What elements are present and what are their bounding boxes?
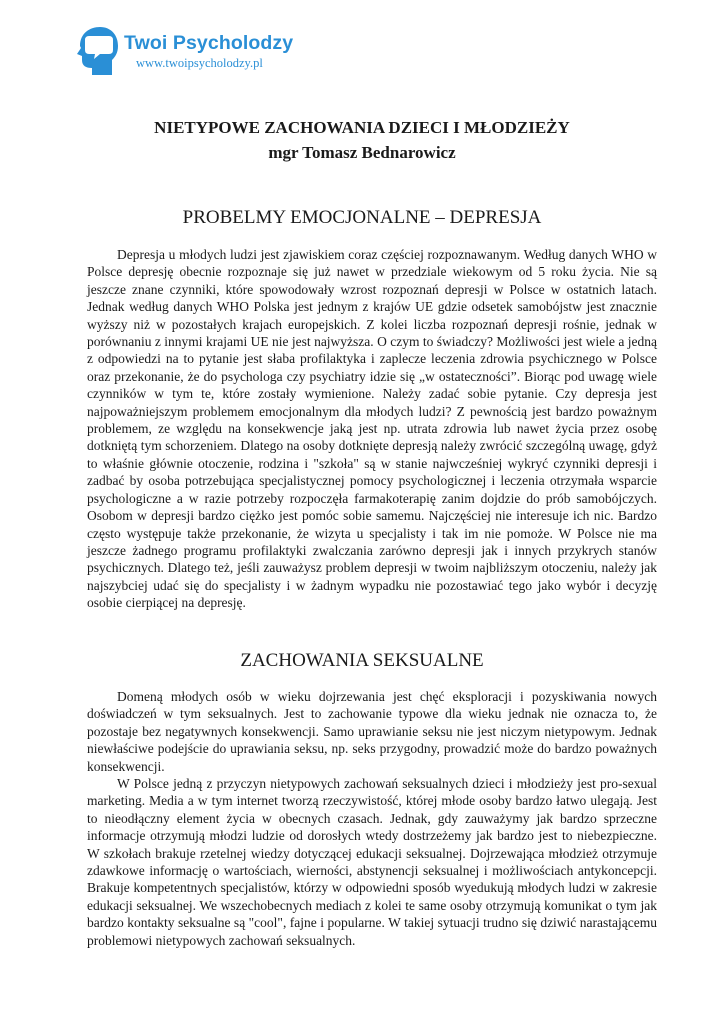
brand-name: Twoi Psycholodzy xyxy=(124,32,294,54)
section-heading-depression: PROBELMY EMOCJONALNE – DEPRESJA xyxy=(182,207,542,228)
brand-url-link[interactable]: www.twoipsycholodzy.pl xyxy=(136,56,263,70)
paragraph: W Polsce jedną z przyczyn nietypowych zachowań seksualnych dzieci i młodzieży jest pro-sexual marketing. Media a w tym internet tworzą rzeczywistość, której młode osoby bardzo łatwo ulegają. Jest to nieodłączny element życia w obecnych czasach. Jednak, gdy zauważymy jak bardzo sprzeczne informacje otrzymują młodzi ludzie od dorosłych wtedy dostrzeżemy jak bardzo jest to niebezpieczne. W szkołach brakuje rzetelnej wiedzy dotyczącej edukacji seksualnej. Dojrzewająca młodzież otrzymuje zdawkowe informację o wartościach, wierności, abstynencji seksualnej i możliwościach antykoncepcji. Brakuje kompetentnych specjalistów, którzy w odpowiedni sposób wyedukują młodych ludzi w zakresie edukacji seksualnej. We wszechobecnych mediach z kolei te same osoby otrzymują komunikat o tym jak bardzo kontakty seksualne są "cool", fajne i popularne. W takiej sytuacji trudno się dziwić narastającemu problemowi nietypowych zachowań seksualnych. xyxy=(87,776,657,948)
paragraph: Depresja u młodych ludzi jest zjawiskiem coraz częściej rozpoznawanym. Według danych WHO w Polsce depresję obecnie rozpoznaje się już nawet w przedziale wiekowym od 5 roku życia. Nie są jeszcze znane czynniki, które spowodowały wzrost rozpoznań depresji w Polsce w ostatnich latach. Jednak według danych WHO Polska jest jednym z krajów UE gdzie odsetek samobójstw jest znacznie wyższy niż w pozostałych krajach europejskich. Z kolei liczba rozpoznań depresji rośnie, jednak w porównaniu z innymi krajami UE nie jest najwyższa. O czym to świadczy? Możliwości jest wiele a jedną z odpowiedzi na to pytanie jest słaba profilaktyka i zaplecze leczenia zdrowia psychicznego w Polsce oraz przekonanie, że do psychologa czy psychiatry idzie się „w ostateczności”. Biorąc pod uwagę wiele czynników w tym te, które zostały wymienione. Należy zadać sobie pytanie. Czy depresja jest najpoważniejszym problemem emocjonalnym dla młodych ludzi? Z pewnością jest bardzo poważnym problemem, ze względu na konsekwencje jaką jest np. utrata zdrowia lub nawet życia przez osobę dotkniętą tym schorzeniem. Dlatego na osoby dotknięte depresją należy zwrócić szczególną uwagę, gdyż to właśnie głównie otoczenie, rodzina i "szkoła" są w stanie najwcześniej wykryć czynniki depresji i zadbać by osoba potrzebująca specjalistycznej pomocy psychologicznej i leczenia otrzymała wsparcie psychologiczne a w razie potrzeby rozpoczęła farmakoterapię zanim dojdzie do prób samobójczych. Osobom w depresji bardzo ciężko jest pomóc sobie samemu. Najczęściej nie interesuje ich nic. Bardzo często występuje także przekonanie, że wizyta u specjalisty i tak im nie pomoże. W Polsce nie ma jeszcze żadnego programu profilaktyki zwalczania zarówno depresji jak i innych przykrych stanów psychicznych. Dlatego też, jeśli zauważysz problem depresji w twoim najbliższym otoczeniu, należy jak najszybciej udać się do specjalisty i w żadnym wypadku nie pozostawiać tego jako wybór i decyzję osobie cierpiącej na depresję. xyxy=(87,247,657,611)
document-title xyxy=(60,115,664,165)
section-body-sexual-behaviour xyxy=(87,688,657,949)
title-line: NIETYPOWE ZACHOWANIA DZIECI I MŁODZIEŻY xyxy=(154,118,570,137)
brand-logo xyxy=(76,26,336,76)
section-body-depression xyxy=(87,246,657,612)
author-line: mgr Tomasz Bednarowicz xyxy=(268,143,456,162)
head-silhouette-speech-bubble-icon xyxy=(76,26,120,76)
section-heading-sexual-behaviour: ZACHOWANIA SEKSUALNE xyxy=(240,650,484,671)
paragraph: Domeną młodych osób w wieku dojrzewania jest chęć eksploracji i pozyskiwania nowych doświadczeń w tym seksualnych. Jest to zachowanie typowe dla wieku jednak nie oznacza to, że pozostaje bez negatywnych konsekwencji. Samo uprawianie seksu nie jest niczym nietypowym. Jednak niewłaściwe podejście do uprawiania seksu, np. seks przygodny, prowadzić może do bardzo poważnych konsekwencji. xyxy=(87,689,657,774)
